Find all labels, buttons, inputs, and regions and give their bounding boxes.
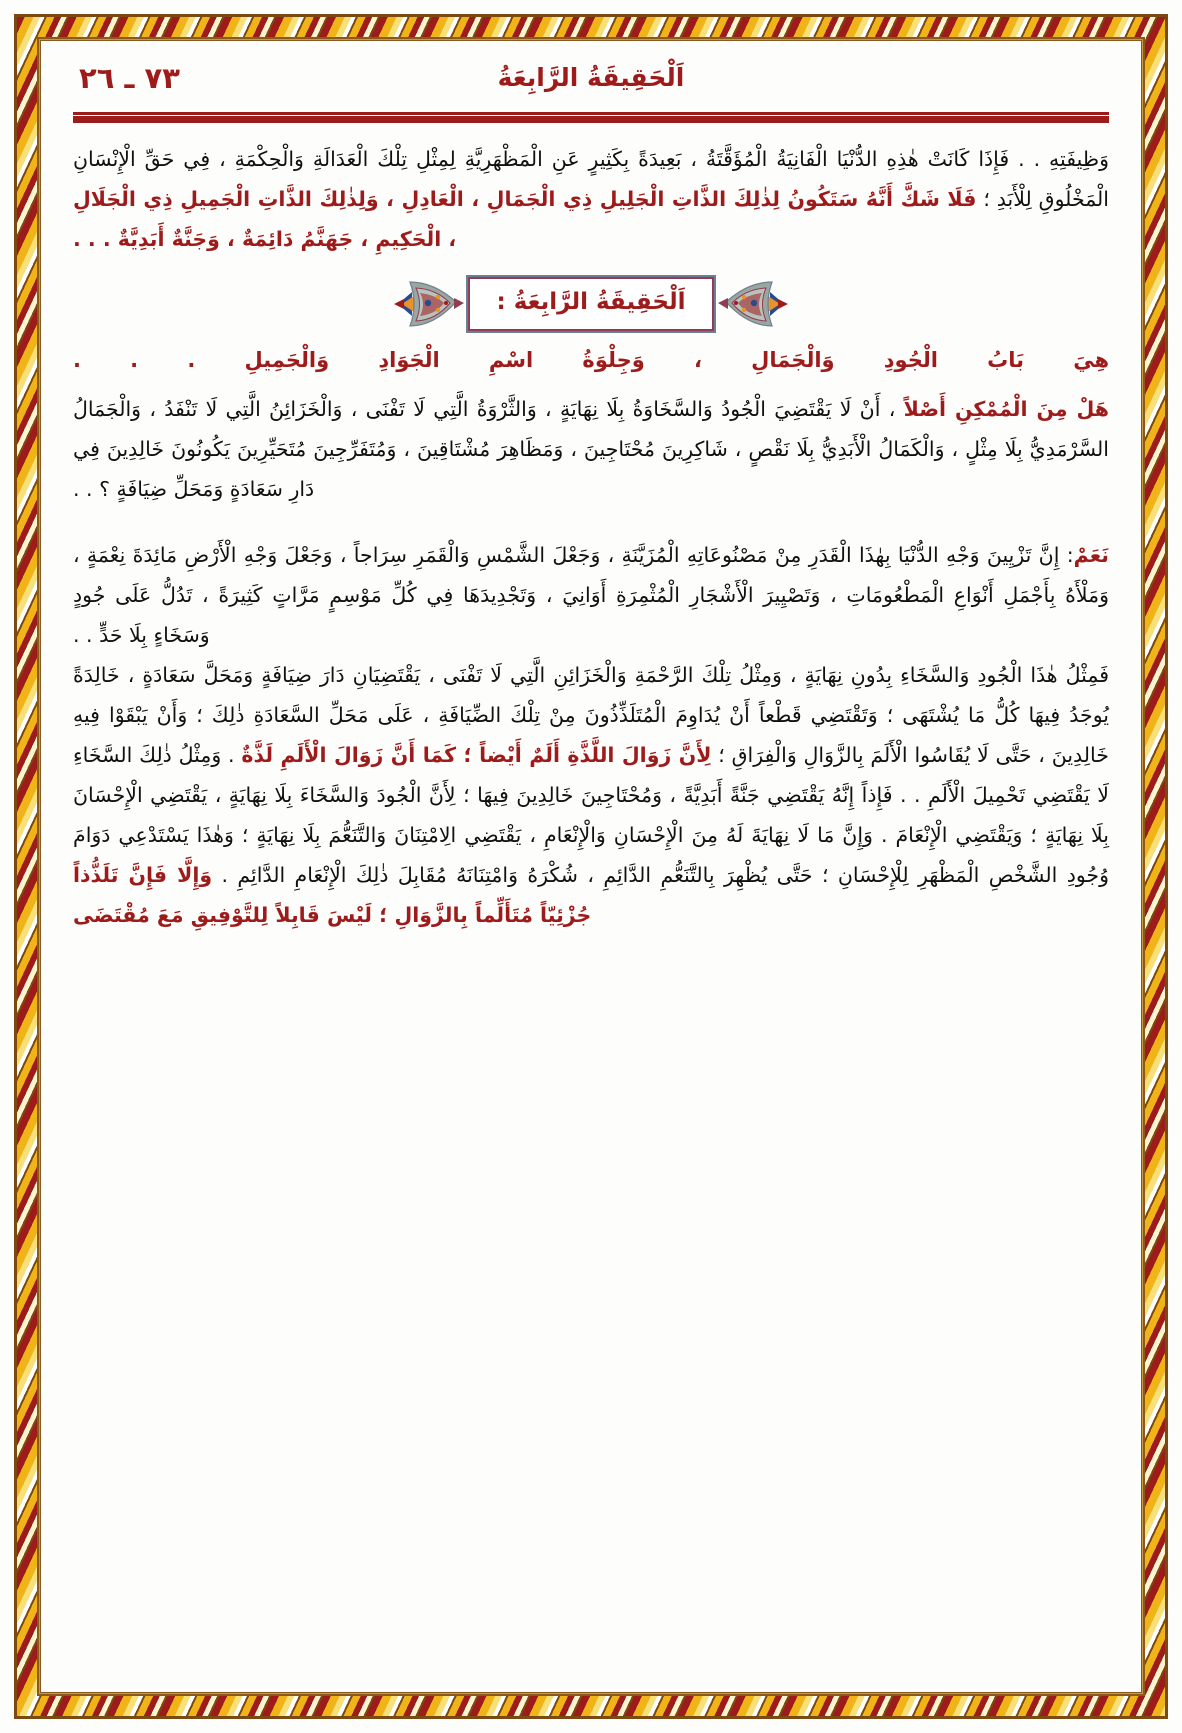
- paragraph-4-red-a: لِأَنَّ زَوَالَ اللَّذَّةِ أَلَمٌ أَيْضاً ؛ كَمَا أَنَّ زَوَالَ الْأَلَمِ لَذَّةٌ: [241, 743, 712, 767]
- paragraph-4: [73, 655, 1109, 935]
- spacer: [73, 509, 1109, 535]
- page-number: ٧٣ ـ ٢٦: [79, 61, 180, 95]
- paragraph-3: [73, 535, 1109, 655]
- paragraph-2-black: ، أَنْ لَا يَقْتَضِيَ الْجُودُ وَالسَّخَاوَةُ بِلَا نِهَايَةٍ ، وَالثَّرْوَةُ الَّتِي لَا تَفْنَى ، وَالْخَزَائِنُ الَّتِي لَا تَنْفَدُ ، وَالْجَمَالُ السَّرْمَدِيُّ بِلَا مِثْلٍ ، وَالْكَمَالُ الْأَبَدِيُّ بِلَا نَقْصٍ ، شَاكِرِينَ مُحْتَاجِينَ ، وَمَظَاهِرَ مُشْتَاقِينَ ، وَمُتَفَرِّجِينَ مُتَحَيِّرِينَ يَكُونُونَ خَالِدِينَ فِي دَارِ سَعَادَةٍ وَمَحَلِّ ضِيَافَةٍ ؟ . .: [73, 397, 1109, 501]
- paragraph-2-red-lead: هَلْ مِنَ الْمُمْكِنِ أَصْلاً: [903, 397, 1110, 421]
- paragraph-3-red-lead: نَعَمْ: [1073, 543, 1109, 567]
- page-content: [73, 59, 1109, 1682]
- paragraph-1: [73, 139, 1109, 259]
- page-header: [73, 59, 1109, 117]
- spacer: [73, 379, 1109, 389]
- paragraph-4-black-a: فَمِثْلُ هٰذَا الْجُودِ وَالسَّخَاءِ بِدُونِ نِهَايَةٍ ، وَمِثْلُ تِلْكَ الرَّحْمَةِ وَالْخَزَائِنِ الَّتِي لَا تَفْنَى ، يَقْتَضِيَانِ دَارَ ضِيَافَةٍ وَمَحَلَّ سَعَادَةٍ ، خَالِدَةً يُوجَدُ فِيهَا كُلُّ مَا يُشْتَهَى ؛ وَتَقْتَضِي قَطْعاً أَنْ يُدَاوِمَ الْمُتَلَذِّذُونَ مِنْ تِلْكَ الضِّيَافَةِ ، عَلَى مَحَلِّ السَّعَادَةِ ذٰلِكَ ؛ وَأَنْ يَبْقَوْا فِيهِ خَالِدِينَ ، حَتَّى لَا يُقَاسُوا الْأَلَمَ بِالزَّوَالِ وَالْفِرَاقِ ؛: [73, 663, 1109, 767]
- section-title-cartouche: [73, 273, 1109, 335]
- paragraph-1-red: فَلَا شَكَّ أَنَّهُ سَتَكُونُ لِذٰلِكَ الذَّاتِ الْجَلِيلِ ذِي الْجَمَالِ ، الْعَادِلِ ، وَلِذٰلِكَ الذَّاتِ الْجَمِيلِ ذِي الْجَلَالِ ، الْحَكِيمِ ، جَهَنَّمُ دَائِمَةٌ ، وَجَنَّةٌ أَبَدِيَّةٌ . . .: [73, 187, 977, 251]
- paragraph-4-red-b: وَإِلَّا فَإِنَّ تَلَذُّذاً جُزْئِيّاً مُتَأَلِّماً بِالزَّوَالِ ؛ لَيْسَ قَابِلاً لِلتَّوْفِيقِ مَعَ مُقْتَضَى: [73, 863, 592, 927]
- paragraph-4-black-b: . وَمِثْلُ ذٰلِكَ السَّخَاءِ لَا يَقْتَضِي تَحْمِيلَ الْأَلَمِ . . فَإِذاً إِنَّهُ يَقْتَضِي جَنَّةً أَبَدِيَّةً ، وَمُحْتَاجِينَ خَالِدِينَ فِيهَا ؛ لِأَنَّ الْجُودَ وَالسَّخَاءَ بِلَا نِهَايَةٍ ، يَقْتَضِي الْإِحْسَانَ بِلَا نِهَايَةٍ ؛ وَيَقْتَضِي الْإِنْعَامَ . وَإِنَّ مَا لَا نِهَايَةَ لَهُ مِنَ الْإِحْسَانِ وَالْإِنْعَامِ ، يَقْتَضِي الِامْتِنَانَ وَالتَّنَعُّمَ بِلَا نِهَايَةٍ ؛ وَهٰذَا يَسْتَدْعِي دَوَامَ وُجُودِ الشَّخْصِ الْمَظْهَرِ لِلْإِحْسَانِ ؛ حَتَّى يُظْهِرَ بِالتَّنَعُّمِ الدَّائِمِ ، شُكْرَهُ وَامْتِنَانَهُ مُقَابِلَ ذٰلِكَ الْإِنْعَامِ الدَّائِمِ .: [73, 743, 1109, 887]
- body-text: [73, 139, 1109, 935]
- arabesque-ornament-icon-left: [394, 276, 468, 332]
- cartouche-box: [468, 277, 713, 331]
- section-subtitle-red: هِيَ بَابُ الْجُودِ وَالْجَمَالِ ، وَجِلْوَةُ اسْمِ الْجَوَادِ وَالْجَمِيلِ . . .: [73, 348, 1109, 372]
- page-surface: [45, 45, 1137, 1688]
- paragraph-3-black: : إِنَّ تَزْيِينَ وَجْهِ الدُّنْيَا بِهٰذَا الْقَدَرِ مِنْ مَصْنُوعَاتِهِ الْمُزَيَّنَةِ ، وَجَعْلَ الشَّمْسِ وَالْقَمَرِ سِرَاجاً ، وَجَعْلَ وَجْهِ الْأَرْضِ مَائِدَةَ نِعْمَةٍ ، وَمَلْأَهُ بِأَجْمَلِ أَنْوَاعِ الْمَطْعُومَاتِ ، وَتَصْيِيرَ الْأَشْجَارِ الْمُثْمِرَةِ أَوَانِيَ ، وَتَجْدِيدَهَا فِي كُلِّ مَوْسِمٍ مَرَّاتٍ كَثِيرَةً ، تَدُلُّ عَلَى جُودٍ وَسَخَاءٍ بِلَا حَدٍّ . .: [73, 543, 1109, 647]
- cartouche-title-text: اَلْحَقِيقَةُ الرَّابِعَةُ :: [496, 289, 686, 315]
- header-rule: [73, 115, 1109, 124]
- paragraph-2: [73, 389, 1109, 509]
- paragraph-1-black: وَظِيفَتِهِ . . فَإِذَا كَانَتْ هٰذِهِ الدُّنْيَا الْفَانِيَةُ الْمُؤَقَّتَةُ ، بَعِيدَةً بِكَثِيرٍ عَنِ الْمَظْهَرِيَّةِ لِمِثْلِ تِلْكَ الْعَدَالَةِ وَالْحِكْمَةِ ، فِي حَقِّ الْإِنْسَانِ الْمَخْلُوقِ لِلْأَبَدِ ؛: [73, 147, 1109, 211]
- arabesque-ornament-icon-right: [714, 276, 788, 332]
- page-title: اَلْحَقِيقَةُ الرَّابِعَةُ: [497, 63, 685, 92]
